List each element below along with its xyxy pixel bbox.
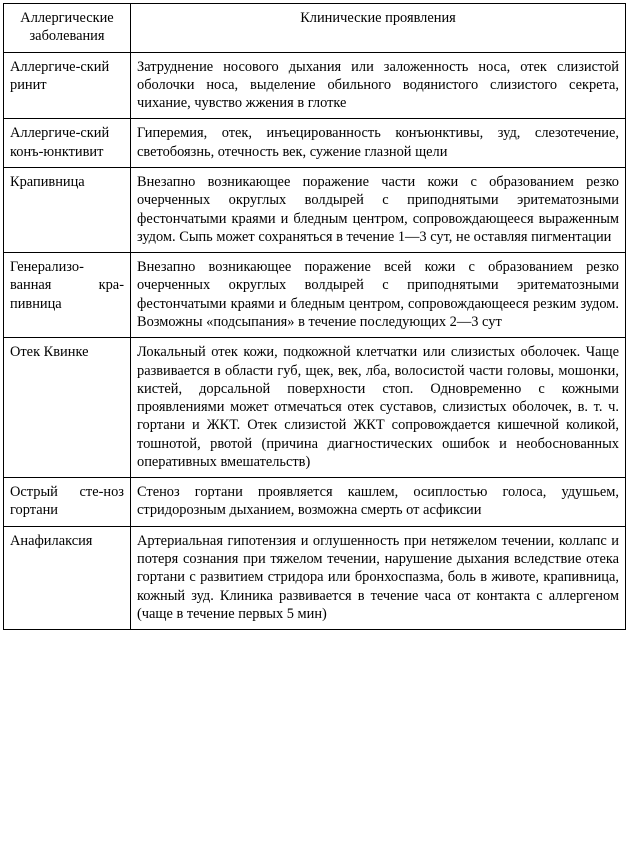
cell-disease <box>4 478 131 527</box>
disease-text: Отек Квинке <box>10 344 89 361</box>
cell-manifestations <box>131 478 626 527</box>
column-header-manifestations-label: Клинические проявления <box>300 10 456 26</box>
manifestations-text: Артериальная гипотензия и оглушенность при нетяжелом течении, коллапс и потеря сознания при тяжелом течении, нарушение дыхания вследствие отека гортани с развитием стридора или бронхоспазма, боль в животе, крапивница, кожный зуд. Клиника развивается в течение часа от контакта с аллергеном (чаще в течение первых 5 мин) <box>137 532 619 622</box>
disease-text: Острый сте-ноз гортани <box>10 484 124 519</box>
column-header-disease <box>4 4 131 53</box>
table-row <box>4 119 626 168</box>
table-row <box>4 253 626 338</box>
disease-text: Анафилаксия <box>10 532 93 549</box>
manifestations-text: Локальный отек кожи, подкожной клетчатки или слизистых оболочек. Чаще развивается в области губ, щек, век, лба, волосистой части головы, мошонки, кистей, дорсальной поверхности стоп. Одновременно с кожными проявлениями может отмечаться отек суставов, слизистых оболочек, в. т. ч. гортани и ЖКТ. Отек слизистой ЖКТ сопровождается кишечной коликой, тошнотой, рвотой (причина диагностических ошибок и необоснованных оперативных вмешательств) <box>137 344 619 470</box>
cell-disease <box>4 253 131 338</box>
cell-disease <box>4 338 131 478</box>
table-row <box>4 52 626 119</box>
cell-disease <box>4 167 131 252</box>
table-row <box>4 167 626 252</box>
cell-disease <box>4 52 131 119</box>
disease-text: Аллергиче-ский конъ-юнктивит <box>10 125 110 160</box>
manifestations-text: Внезапно возникающее поражение части кожи с образованием резко очерченных округлых волдырей с приподнятыми эритематозными фестончатыми краями и бледным центром, сопровождающееся выраженным зудом. Сыпь может сохраняться в течение 1—3 сут, не оставляя пигментации <box>137 173 619 245</box>
cell-manifestations <box>131 526 626 629</box>
disease-text: Аллергиче-ский ринит <box>10 58 110 93</box>
table-header-row <box>4 4 626 53</box>
cell-manifestations <box>131 253 626 338</box>
allergy-manifestations-table <box>3 3 626 630</box>
column-header-manifestations <box>131 4 626 53</box>
cell-disease <box>4 119 131 168</box>
cell-disease <box>4 526 131 629</box>
manifestations-text: Стеноз гортани проявляется кашлем, осиплостью голоса, удушьем, стридорозным дыханием, возможна смерть от асфиксии <box>137 484 619 519</box>
cell-manifestations <box>131 167 626 252</box>
table-row <box>4 478 626 527</box>
table-row <box>4 338 626 478</box>
table-row <box>4 526 626 629</box>
cell-manifestations <box>131 52 626 119</box>
manifestations-text: Гиперемия, отек, инъецированность конъюнктивы, зуд, слезотечение, светобоязнь, отечность век, сужение глазной щели <box>137 125 619 160</box>
cell-manifestations <box>131 119 626 168</box>
manifestations-text: Затруднение носового дыхания или заложенность носа, отек слизистой оболочки носа, выделение обильного водянистого слизистого секрета, чихание, чувство жжения в глотке <box>137 58 619 112</box>
disease-text: Генерализо-ванная кра-пивница <box>10 259 124 312</box>
disease-text: Крапивница <box>10 173 85 190</box>
manifestations-text: Внезапно возникающее поражение всей кожи с образованием резко очерченных округлых волдырей с приподнятыми эритематозными фестончатыми краями и бледным центром, сопровождающееся резким зудом. Возможны «подсыпания» в течение последующих 2—3 сут <box>137 259 619 330</box>
cell-manifestations <box>131 338 626 478</box>
column-header-disease-label: Аллергические заболевания <box>20 10 114 45</box>
